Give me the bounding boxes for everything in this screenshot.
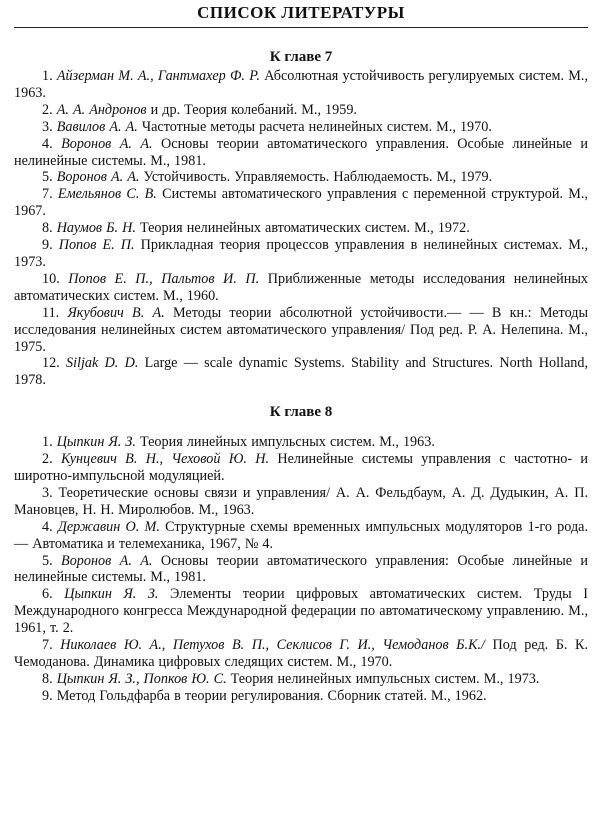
- reference-number: 8.: [42, 670, 53, 687]
- reference-text: Теория нелинейных автоматических систем. М., 1972.: [135, 220, 470, 237]
- reference-text: Прикладная теория процессов управления в нелинейных системах. М., 1973.: [14, 237, 588, 270]
- reference-number: 1.: [42, 434, 53, 451]
- reference-item: [14, 119, 588, 136]
- reference-number: 7.: [42, 186, 53, 203]
- reference-list-chapter-7: [14, 68, 588, 389]
- chapter-heading-8: К главе 8: [269, 404, 333, 421]
- reference-number: 8.: [42, 220, 53, 237]
- reference-item: [14, 355, 588, 389]
- reference-list-chapter-8: [14, 434, 588, 705]
- reference-item: [14, 434, 588, 451]
- reference-text: Основы теории автоматического управления: Особые линейные и нелинейные системы. М., 1981.: [14, 552, 588, 586]
- reference-text: Метод Гольдфарба в теории регулирования. Сборник статей. М., 1962.: [56, 687, 487, 704]
- reference-item: [14, 102, 588, 119]
- reference-item: [14, 485, 588, 519]
- reference-number: 5.: [42, 169, 53, 186]
- reference-text: Теория нелинейных импульсных систем. М., 1973.: [226, 670, 540, 687]
- reference-item: [14, 271, 588, 305]
- chapter-heading-7: К главе 7: [269, 49, 333, 65]
- reference-item: [14, 671, 588, 688]
- reference-item: [14, 553, 588, 587]
- reference-item: [14, 237, 588, 271]
- reference-authors: Кунцевич В. Н., Чеховой Ю. Н.: [60, 451, 270, 468]
- reference-authors: Якубович В. А.: [67, 304, 165, 321]
- reference-item: [14, 136, 588, 170]
- reference-authors: Наумов Б. Н.: [56, 220, 136, 237]
- reference-authors: Айзерман М. А., Гантмахер Ф. Р.: [56, 68, 260, 84]
- reference-authors: Воронов А. А.: [56, 169, 140, 186]
- reference-text: Основы теории автоматического управления. Особые линейные и нелинейные системы. М., 1981.: [14, 135, 589, 169]
- reference-authors: А. А. Андронов: [56, 101, 147, 118]
- reference-item: [14, 519, 588, 553]
- reference-authors: Попов Е. П.: [58, 237, 135, 254]
- reference-item: [14, 586, 588, 637]
- reference-number: 1.: [42, 68, 53, 84]
- reference-authors: Попов Е. П., Пальтов И. П.: [68, 270, 260, 287]
- reference-authors: Воронов А. А.: [61, 552, 153, 569]
- reference-authors: Николаев Ю. А., Петухов В. П., Секлисов Г. И., Чемоданов Б.К./: [60, 637, 485, 654]
- reference-item: [14, 186, 588, 220]
- reference-authors: Державин О. М.: [57, 518, 160, 535]
- reference-number: 4.: [42, 135, 53, 152]
- reference-authors: Siljak D. D.: [66, 355, 139, 372]
- reference-text: Приближенные методы исследования нелинейных автоматических систем. М., 1960.: [14, 270, 588, 304]
- reference-number: 7.: [42, 637, 53, 654]
- reference-number: 2.: [42, 451, 53, 468]
- reference-text: Структурные схемы временных импульсных модуляторов 1-го рода.— Автоматика и телемеханика, 1967, № 4.: [14, 518, 589, 552]
- reference-number: 3.: [42, 118, 53, 135]
- reference-text: Абсолютная устойчивость регулируемых систем. М., 1963.: [14, 68, 588, 101]
- reference-authors: Емельянов С. В.: [57, 186, 157, 203]
- reference-number: 9.: [42, 687, 53, 704]
- reference-item: [14, 220, 588, 237]
- reference-authors: Вавилов А. А.: [56, 118, 138, 135]
- reference-authors: Воронов А. А.: [61, 135, 153, 152]
- reference-number: 12.: [42, 355, 60, 372]
- reference-text: Методы теории абсолютной устойчивости.— — В кн.: Методы исследования нелинейных систем автоматического управления/ Под ред. Р. А. Нелепина. М., 1975.: [14, 304, 589, 355]
- reference-text: Частотные методы расчета нелинейных систем. М., 1970.: [137, 118, 492, 135]
- reference-item: [14, 688, 588, 705]
- reference-text: Теория линейных импульсных систем. М., 1963.: [135, 434, 435, 451]
- reference-text: Системы автоматического управления с переменной структурой. М., 1967.: [14, 186, 588, 220]
- reference-authors: Цыпкин Я. З.: [56, 434, 136, 451]
- reference-number: 5.: [42, 552, 53, 569]
- reference-text: Нелинейные системы управления с частотно- и широтно-импульсной модуляцией.: [14, 451, 589, 485]
- reference-number: 6.: [42, 586, 53, 603]
- reference-number: 11.: [42, 304, 60, 321]
- reference-number: 4.: [42, 518, 53, 535]
- page-title: СПИСОК ЛИТЕРАТУРЫ: [14, 0, 588, 28]
- reference-text: Под ред. Б. К. Чемоданова. Динамика цифровых следящих систем. М., 1970.: [14, 637, 589, 670]
- reference-number: 2.: [42, 101, 53, 118]
- reference-text: Теоретические основы связи и управления/ А. А. Фельдбаум, А. Д. Дудыкин, А. П. Мановцев, Н. Н. Миролюбов. М., 1963.: [14, 484, 588, 518]
- reference-text: Large — scale dynamic Systems. Stability and Structures. North Holland, 1978.: [14, 355, 589, 389]
- reference-item: [14, 637, 588, 671]
- reference-item: [14, 68, 588, 102]
- reference-number: 3.: [42, 484, 53, 501]
- reference-item: [14, 451, 588, 485]
- reference-item: [14, 169, 588, 186]
- reference-text: Элементы теории цифровых автоматических систем. Труды I Международного конгресса Международной федерации по автоматическому управлению. М., 1961, т. 2.: [14, 586, 588, 637]
- reference-number: 10.: [42, 270, 60, 287]
- reference-text: Устойчивость. Управляемость. Наблюдаемость. М., 1979.: [139, 169, 493, 186]
- reference-authors: Цыпкин Я. З.: [64, 586, 159, 603]
- reference-number: 9.: [42, 237, 53, 254]
- reference-authors: Цыпкин Я. З., Попков Ю. С.: [56, 670, 227, 687]
- reference-item: [14, 305, 588, 356]
- reference-text: и др. Теория колебаний. М., 1959.: [146, 101, 357, 118]
